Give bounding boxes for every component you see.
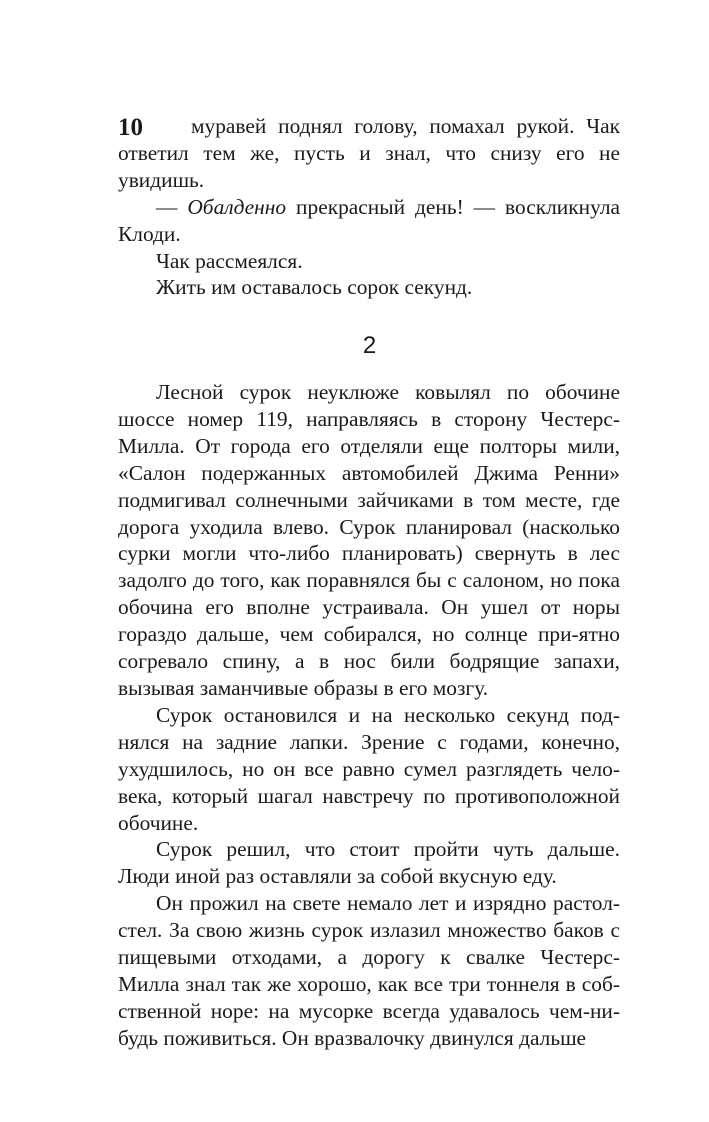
paragraph: муравей поднял голову, помахал рукой. Чак ответил тем же, пусть и знал, что снизу его не увидишь. — [118, 114, 620, 192]
dialogue-dash: — — [156, 194, 188, 219]
paragraph: Он прожил на свете немало лет и изрядно растол-стел. За свою жизнь сурок излазил множество баков с пищевыми отходами, а дорогу к свалке Честерс-Милла знал так же хорошо, как все три тоннеля в соб-ственной норе: на мусорке всегда удавалось чем-ни-будь поживиться. Он вразвалочку двинулся дальше — [118, 891, 620, 1050]
main-text-block — [118, 379, 620, 1052]
paragraph-dialogue — [118, 194, 620, 248]
paragraph: Жить им оставалось сорок секунд. — [156, 275, 473, 300]
paragraph: Сурок решил, что стоит пройти чуть дальше. Люди иной раз оставляли за собой вкусную еду. — [118, 837, 620, 889]
paragraph: Сурок остановился и на несколько секунд под-нялся на задние лапки. Зрение с годами, конечно, ухудшилось, но он все равно сумел разглядеть чело-века, который шагал навстречу по противоположной обочине. — [118, 702, 620, 835]
page-number: 10 — [118, 114, 143, 141]
italic-word: Обалденно — [187, 194, 287, 219]
top-text-block — [118, 113, 620, 301]
dialogue-text: прекрасный день! — воскликнула Клоди. — [118, 194, 620, 246]
chapter-heading — [0, 332, 709, 360]
paragraph: Чак рассмеялся. — [156, 248, 303, 273]
chapter-number: 2 — [362, 332, 377, 359]
paragraph: Лесной сурок неуклюже ковылял по обочине шоссе номер 119, направляясь в сторону Честерс-Милла. От города его отделяли еще полторы мили, «Салон подержанных автомобилей Джима Ренни» подмигивал солнечными зайчиками в том месте, где дорога уходила влево. Сурок планировал (насколько сурки могли что-либо планировать) свернуть в лес задолго до того, как поравнялся бы с салоном, но пока обочина его вполне устраивала. Он ушел от норы гораздо дальше, чем собирался, но солнце при-ятно согревало спину, а в нос били бодрящие запахи, вызывая заманчивые образы в его мозгу. — [118, 380, 620, 700]
